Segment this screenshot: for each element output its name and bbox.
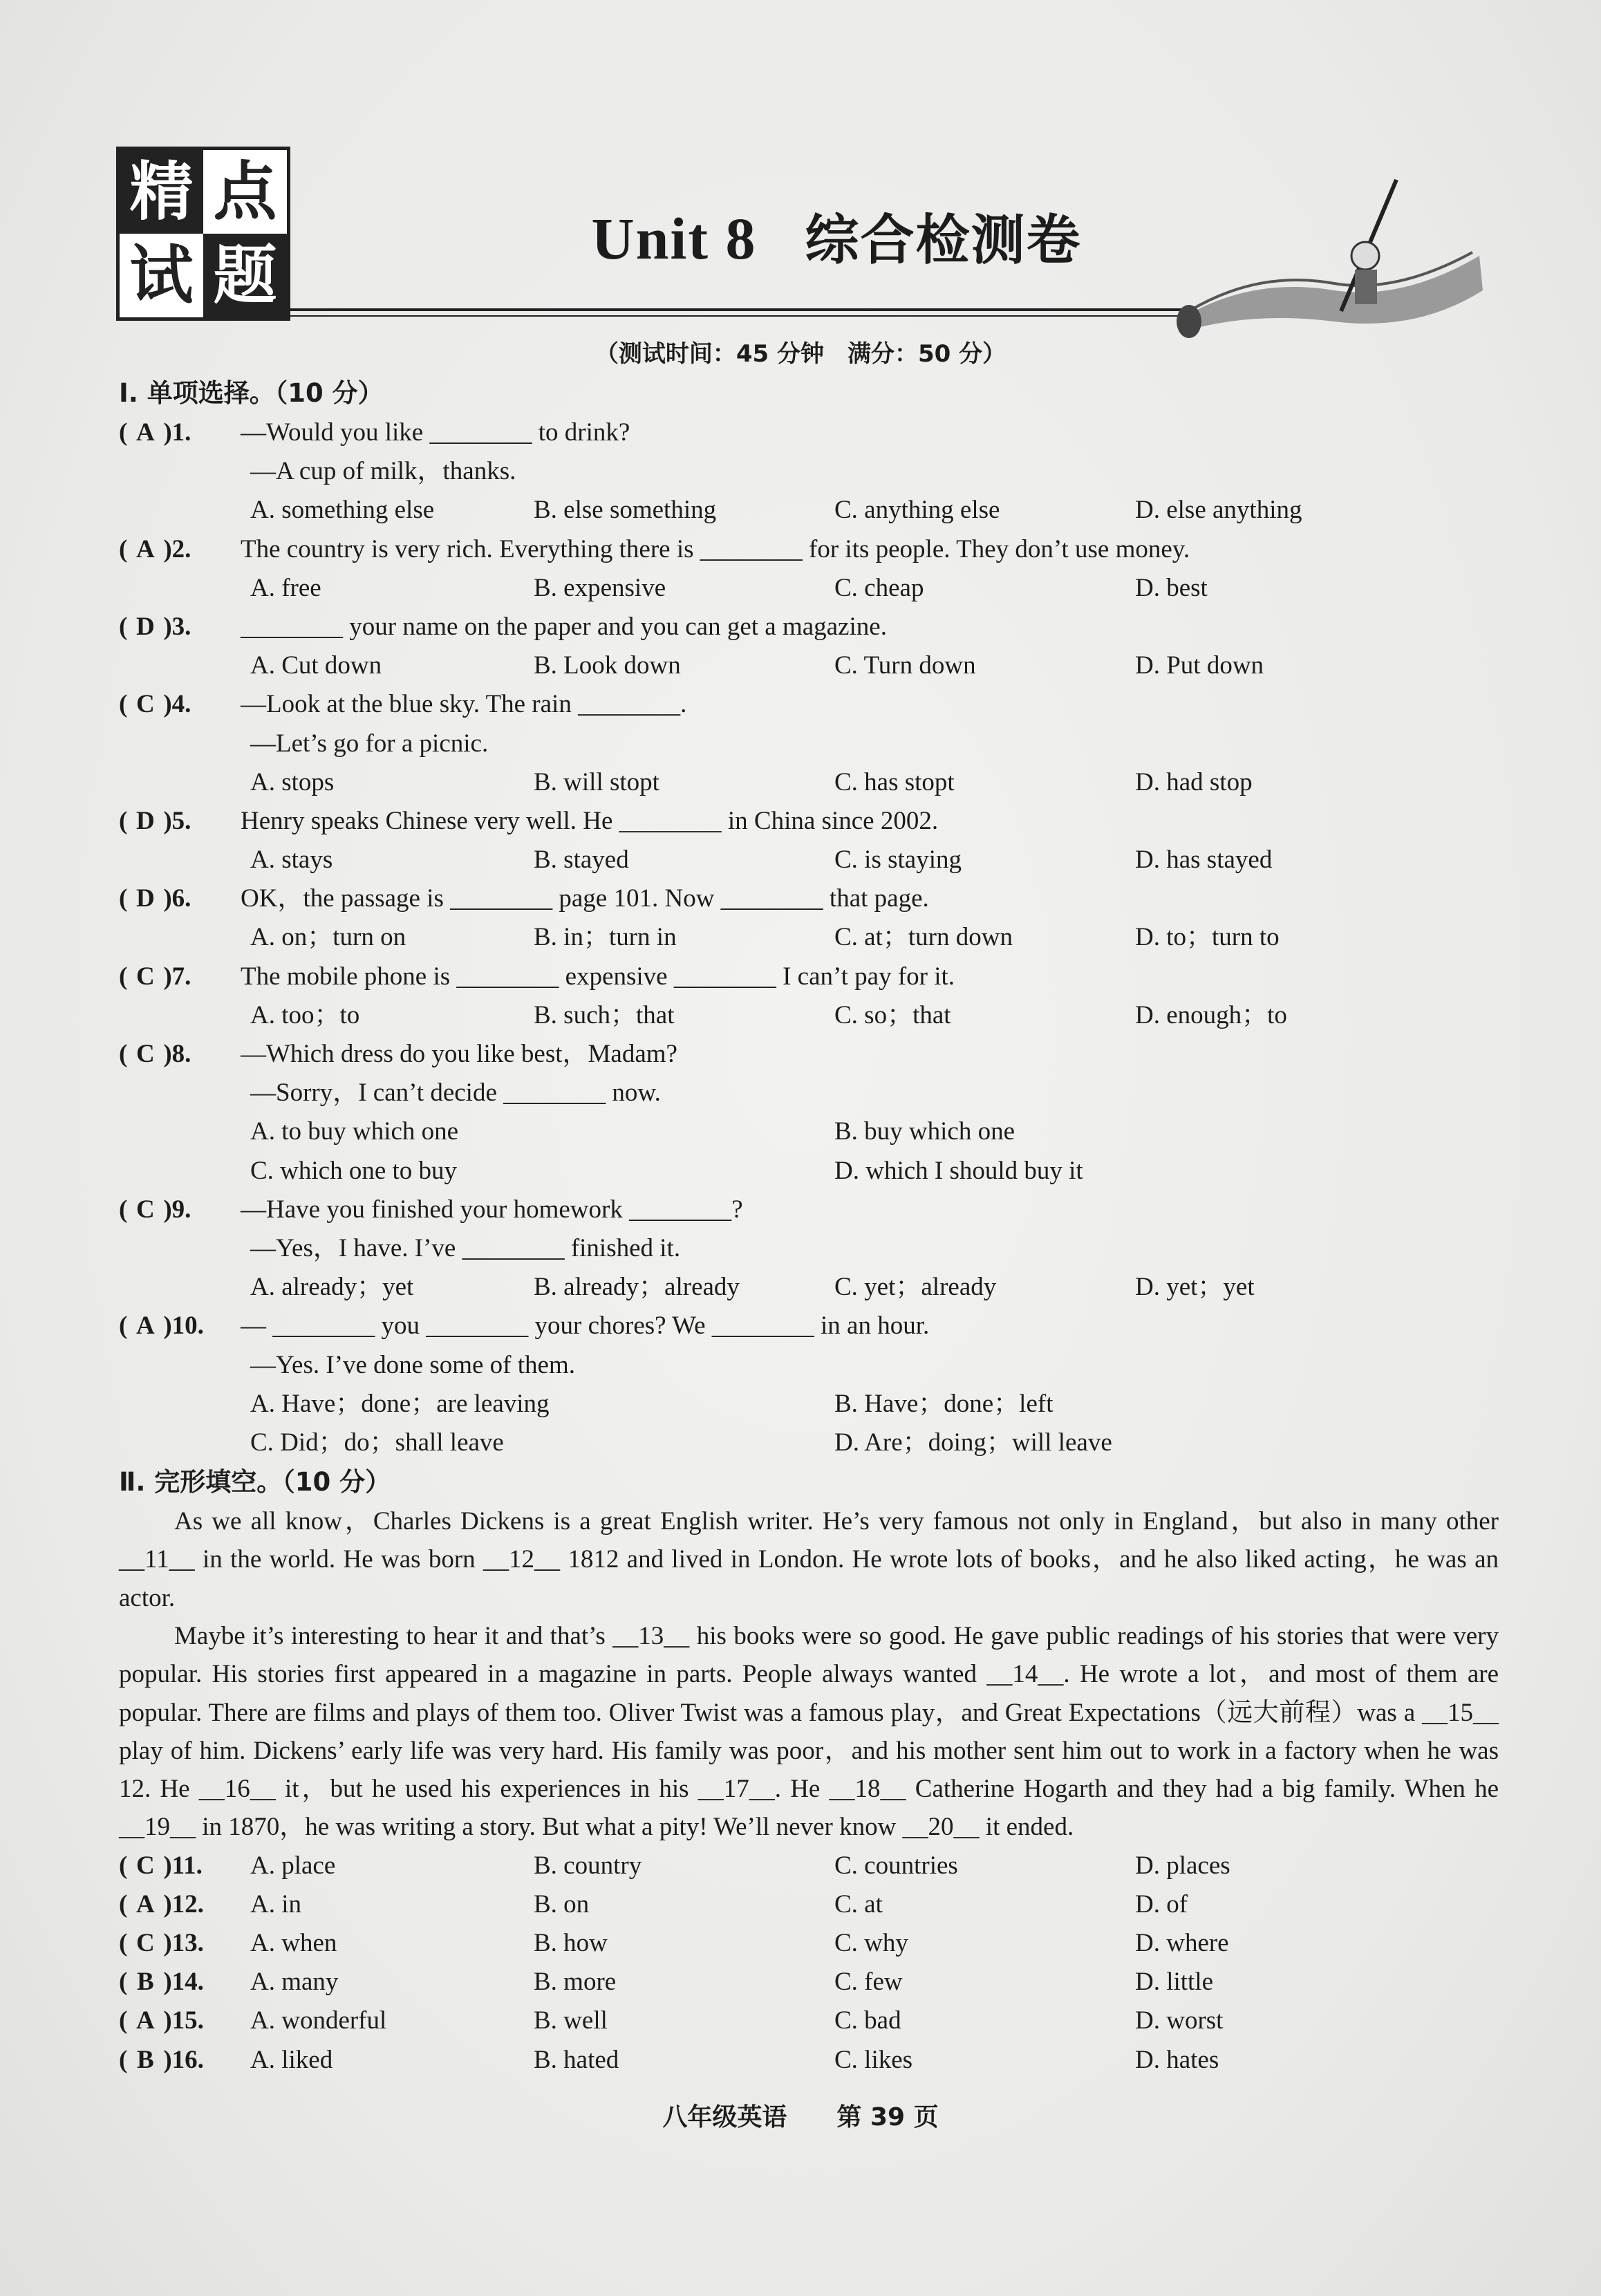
header-rule-thin — [290, 315, 1189, 317]
options-row — [119, 1152, 1501, 1191]
answer-bracket: ( A )15. — [119, 2006, 204, 2035]
cloze-paragraph-2: Maybe it’s interesting to hear it and that’s __13__ his books were so good. He gave public readings of his stories that were very popular. His stories first appeared in a magazine in parts. People always wanted __14__. He wrote a lot，and most of them are popular. There are films and plays of them too. Oliver Twist was a famous play，and Great Expectations（远大前程）was a __15__ play of him. Dickens’ early life was very hard. His family was poor，and his mother sent him out to work in a factory when he was 12. He __16__ it，but he used his experiences in his __17__. He __18__ Catherine Hogarth and they had a big family. When he __19__ in 1870，he was writing a story. But what a pity! We’ll never know __20__ it ended. — [119, 1621, 1499, 1842]
option-a: A. in — [250, 1889, 301, 1919]
answer-bracket: ( C )8. — [119, 1040, 191, 1068]
options-row — [119, 918, 1501, 957]
jingdian-shiti-logo — [116, 147, 290, 321]
option-b: B. buy which one — [834, 1117, 1015, 1146]
option-d: D. else anything — [1135, 496, 1302, 525]
option-d: D. where — [1135, 1929, 1229, 1958]
option-b: B. in；turn in — [534, 923, 677, 952]
option-b: B. Look down — [534, 651, 681, 680]
question-text: — ________ you ________ your chores? We ________ in an hour. — [241, 1312, 930, 1341]
answer-bracket: ( C )11. — [119, 1851, 203, 1880]
option-a: A. place — [250, 1851, 336, 1880]
question-2 — [119, 530, 1501, 569]
option-a: A. when — [250, 1929, 337, 1958]
option-c: C. countries — [834, 1851, 958, 1880]
cloze-question-14 — [119, 1963, 1501, 2001]
question-5 — [119, 802, 1501, 841]
option-d: D. has stayed — [1135, 846, 1273, 875]
option-a: A. on；turn on — [250, 923, 406, 952]
option-c: C. which one to buy — [250, 1156, 458, 1185]
options-row — [119, 646, 1501, 685]
cloze-question-12 — [119, 1885, 1501, 1924]
option-d: D. yet；yet — [1135, 1273, 1255, 1302]
option-b: B. on — [534, 1889, 590, 1919]
option-c: C. Turn down — [834, 651, 976, 680]
option-c: C. has stopt — [834, 767, 955, 796]
option-b: B. how — [534, 1929, 608, 1958]
options-row — [119, 996, 1501, 1035]
answer-bracket: ( D )5. — [119, 806, 191, 835]
option-c: C. Did；do；shall leave — [250, 1428, 504, 1457]
exam-content — [119, 373, 1501, 2080]
option-a: A. Cut down — [250, 651, 382, 680]
title-chinese: 综合检测卷 — [805, 209, 1082, 272]
option-b: B. more — [534, 1968, 617, 1997]
options-row — [119, 763, 1501, 802]
options-row — [119, 1385, 1501, 1424]
option-a: A. something else — [250, 496, 435, 525]
option-d: D. enough；to — [1135, 1000, 1287, 1029]
answer-bracket: ( A )12. — [119, 1889, 204, 1919]
question-9 — [119, 1191, 1501, 1229]
option-c: C. so；that — [834, 1000, 951, 1029]
answer-bracket: ( B )14. — [119, 1968, 204, 1997]
option-c: C. few — [834, 1968, 903, 1997]
question-6 — [119, 879, 1501, 918]
options-row — [119, 841, 1501, 879]
question-7 — [119, 958, 1501, 996]
option-a: A. liked — [250, 2045, 333, 2074]
question-8 — [119, 1035, 1501, 1074]
option-b: B. such；that — [534, 1000, 675, 1029]
option-b: B. stayed — [534, 846, 629, 875]
question-text: —Have you finished your homework ________? — [241, 1195, 743, 1224]
scroll-with-pen-illustration — [1168, 173, 1493, 339]
answer-bracket: ( C )4. — [119, 690, 191, 719]
question-10 — [119, 1307, 1501, 1345]
answer-bracket: ( A )10. — [119, 1312, 204, 1341]
question-10-line-2: —Yes. I’ve done some of them. — [250, 1350, 575, 1379]
question-text: Henry speaks Chinese very well. He ________ in China since 2002. — [241, 806, 939, 835]
option-d: D. places — [1135, 1851, 1230, 1880]
question-1-line-2: —A cup of milk，thanks. — [250, 457, 516, 486]
option-a: A. Have；done；are leaving — [250, 1389, 550, 1418]
question-1 — [119, 413, 1501, 452]
option-c: C. cheap — [834, 573, 924, 602]
option-a: A. free — [250, 573, 321, 602]
logo-char: 试 — [120, 234, 203, 317]
option-d: D. Put down — [1135, 651, 1264, 680]
answer-bracket: ( C )13. — [119, 1929, 204, 1958]
option-d: D. Are；doing；will leave — [834, 1428, 1112, 1457]
option-c: C. at — [834, 1889, 883, 1919]
question-text: OK，the passage is ________ page 101. Now ________ that page. — [241, 884, 929, 913]
answer-bracket: ( D )3. — [119, 612, 191, 641]
question-text: —Would you like ________ to drink? — [241, 418, 630, 447]
options-row — [119, 491, 1501, 530]
title-english: Unit 8 — [591, 205, 757, 272]
option-c: C. is staying — [834, 846, 962, 875]
option-a: A. stays — [250, 846, 333, 875]
option-a: A. stops — [250, 767, 335, 796]
option-c: C. at；turn down — [834, 923, 1013, 952]
options-row — [119, 1268, 1501, 1307]
question-4-line-2: —Let’s go for a picnic. — [250, 729, 489, 758]
option-d: D. of — [1135, 1889, 1188, 1919]
question-text: The mobile phone is ________ expensive ________ I can’t pay for it. — [241, 962, 955, 991]
answer-bracket: ( B )16. — [119, 2045, 204, 2074]
cloze-question-15 — [119, 2001, 1501, 2040]
option-b: B. will stopt — [534, 767, 659, 796]
option-d: D. which I should buy it — [834, 1156, 1083, 1185]
option-a: A. many — [250, 1968, 339, 1997]
option-b: B. already；already — [534, 1273, 740, 1302]
option-b: B. well — [534, 2006, 608, 2035]
logo-char: 题 — [203, 234, 287, 317]
answer-bracket: ( D )6. — [119, 884, 191, 913]
option-b: B. hated — [534, 2045, 619, 2074]
option-d: D. best — [1135, 573, 1208, 602]
section-1-heading: Ⅰ. 单项选择。（10 分） — [119, 378, 384, 408]
option-d: D. hates — [1135, 2045, 1219, 2074]
answer-bracket: ( C )9. — [119, 1195, 191, 1224]
option-d: D. worst — [1135, 2006, 1224, 2035]
cloze-question-16 — [119, 2041, 1501, 2080]
question-text: —Which dress do you like best，Madam? — [241, 1040, 677, 1068]
cloze-question-13 — [119, 1924, 1501, 1963]
option-c: C. anything else — [834, 496, 1000, 525]
cloze-paragraph-1: As we all know，Charles Dickens is a great English writer. He’s very famous not only in England，but also in many other __11__ in the world. He was born __12__ 1812 and lived in London. He wrote lots of books，and he also liked acting，he was an actor. — [119, 1507, 1499, 1612]
option-d: D. little — [1135, 1968, 1214, 1997]
option-d: D. had stop — [1135, 767, 1253, 796]
question-8-line-2: —Sorry，I can’t decide ________ now. — [250, 1079, 661, 1108]
cloze-question-11 — [119, 1847, 1501, 1885]
question-text: ________ your name on the paper and you can get a magazine. — [241, 612, 887, 641]
question-9-line-2: —Yes，I have. I’ve ________ finished it. — [250, 1233, 681, 1262]
option-b: B. expensive — [534, 573, 666, 602]
option-b: B. Have；done；left — [834, 1389, 1054, 1418]
option-a: A. to buy which one — [250, 1117, 459, 1146]
option-c: C. why — [834, 1929, 908, 1958]
question-4 — [119, 685, 1501, 724]
page-title — [539, 197, 1134, 274]
option-c: C. bad — [834, 2006, 901, 2035]
options-row — [119, 1112, 1501, 1151]
option-a: A. wonderful — [250, 2006, 387, 2035]
answer-bracket: ( A )2. — [119, 534, 191, 563]
options-row — [119, 1424, 1501, 1462]
option-d: D. to；turn to — [1135, 923, 1280, 952]
answer-bracket: ( A )1. — [119, 418, 191, 447]
question-text: The country is very rich. Everything there is ________ for its people. They don’t use money. — [241, 534, 1190, 563]
logo-char: 精 — [120, 150, 203, 234]
option-a: A. already；yet — [250, 1273, 414, 1302]
question-text: —Look at the blue sky. The rain ________. — [241, 690, 687, 719]
question-3 — [119, 608, 1501, 646]
options-row — [119, 569, 1501, 608]
header-rule — [290, 308, 1189, 311]
page-footer: 八年级英语 第 39 页 — [662, 2103, 939, 2131]
option-c: C. likes — [834, 2045, 913, 2074]
option-b: B. else something — [534, 496, 717, 525]
answer-bracket: ( C )7. — [119, 962, 191, 991]
section-2-heading: Ⅱ. 完形填空。（10 分） — [119, 1467, 391, 1497]
option-c: C. yet；already — [834, 1273, 997, 1302]
logo-char: 点 — [203, 150, 287, 234]
option-b: B. country — [534, 1851, 642, 1880]
test-meta: （测试时间：45 分钟 满分：50 分） — [594, 340, 1007, 368]
option-a: A. too；to — [250, 1000, 360, 1029]
